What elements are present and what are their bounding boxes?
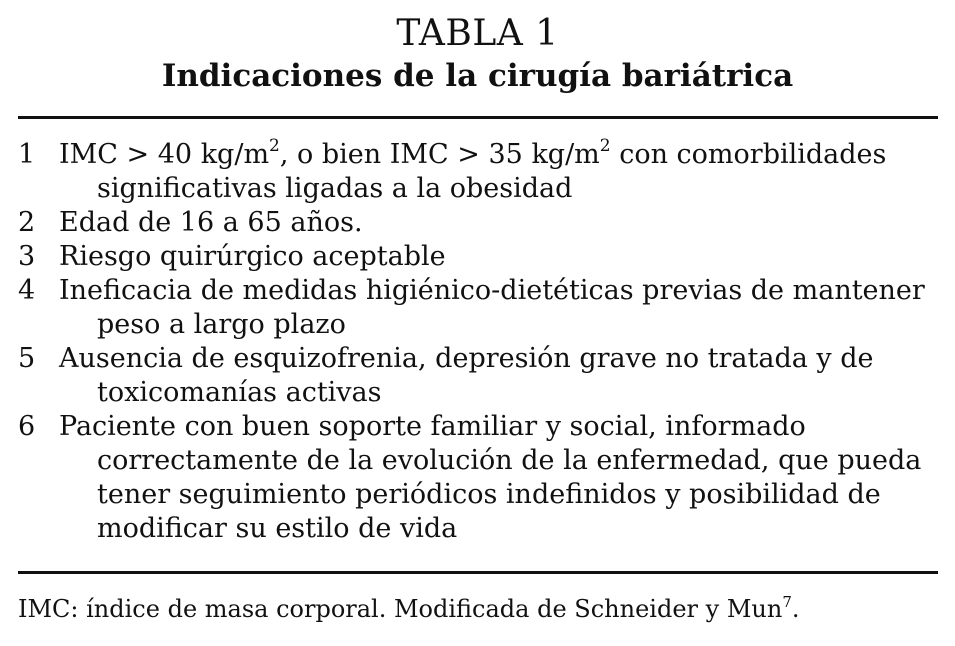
item-number: 2 <box>18 207 36 238</box>
superscript: 2 <box>599 136 611 156</box>
item-text: Paciente con buen soporte familiar y social, informado correctamente de la evolución de la enfermedad, que pueda tener seguimiento periódicos indefinidos y posibilidad de modificar su estilo de vida <box>59 411 922 544</box>
item-number: 1 <box>18 139 36 170</box>
item-number: 3 <box>18 241 36 272</box>
list-item <box>18 240 938 274</box>
item-number: 5 <box>18 343 36 374</box>
list-item <box>18 342 938 410</box>
indications-list <box>18 138 938 546</box>
table-label: TABLA 1 <box>396 13 559 54</box>
superscript: 2 <box>269 136 280 156</box>
footnote-end: . <box>791 595 800 623</box>
item-text-part: IMC > 40 kg/m <box>59 139 270 170</box>
list-item <box>18 138 938 206</box>
footnote-reference: 7 <box>782 593 792 611</box>
item-text-part: , o bien IMC > 35 kg/m <box>279 139 600 170</box>
item-number: 6 <box>18 411 36 442</box>
item-text: Edad de 16 a 65 años. <box>59 207 363 238</box>
table-title: Indicaciones de la cirugía bariátrica <box>161 58 794 94</box>
footnote <box>18 593 938 625</box>
list-item <box>18 274 938 342</box>
item-text-part: con comorbilidades significativas ligadas a la obesidad <box>97 139 887 204</box>
item-number: 4 <box>18 275 36 306</box>
top-rule <box>18 116 938 119</box>
list-item <box>18 206 938 240</box>
item-text: Riesgo quirúrgico aceptable <box>59 241 446 272</box>
list-item <box>18 410 938 546</box>
bottom-rule <box>18 571 938 574</box>
item-text: Ineficacia de medidas higiénico-dietéticas previas de mantener peso a largo plazo <box>59 275 925 340</box>
item-text: Ausencia de esquizofrenia, depresión grave no tratada y de toxicomanías activas <box>59 343 874 408</box>
item-text <box>59 138 938 206</box>
footnote-text: IMC: índice de masa corporal. Modificada de Schneider y Mun <box>18 595 783 623</box>
